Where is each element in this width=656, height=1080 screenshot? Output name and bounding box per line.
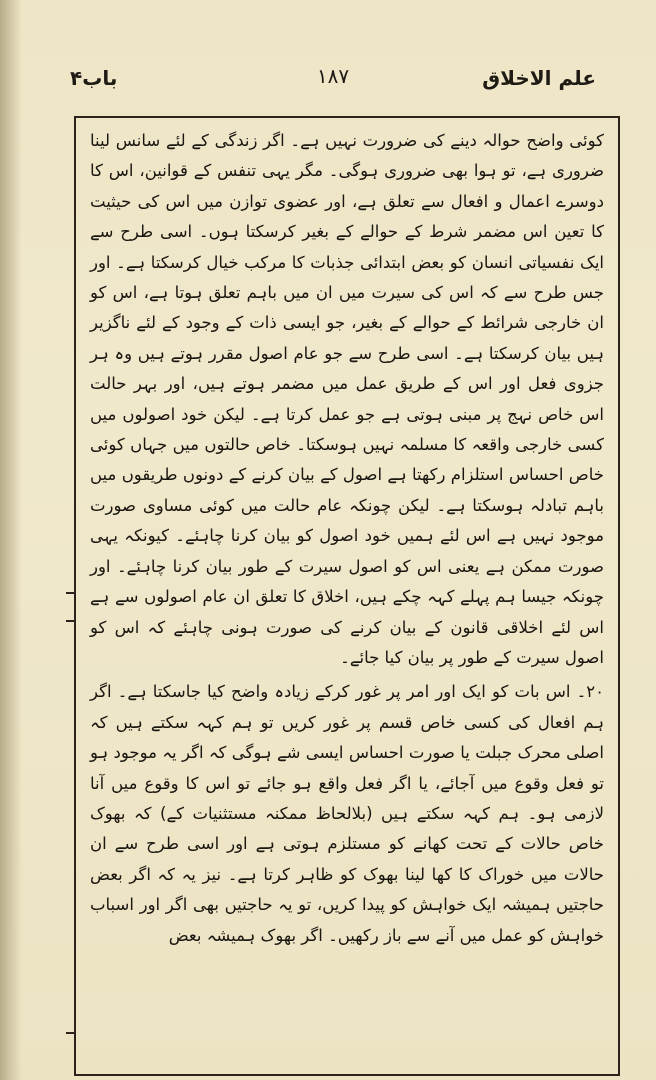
book-title: علم الاخلاق: [482, 66, 596, 90]
text-frame: [74, 116, 620, 1076]
paragraph: کوئی واضح حوالہ دینے کی ضرورت نہیں ہے۔ اگر زندگی کے لئے سانس لینا ضروری ہے، تو ہوا بھی ضروری ہوگی۔ مگر یہی تنفس کے قوانین، اس کا دوسرے اعمال و افعال سے تعلق ہے، اور عضوی توازن میں اس کی حیثیت کا تعین اس مضمر شرط کے حوالے کے بغیر کرسکتا ہوں۔ اسی طرح سے ایک نفسیاتی انسان کو بعض ابتدائی جذبات کا مرکب خیال کرسکتا ہے۔ اور جس طرح سے کہ اس کی سیرت میں ان میں باہم تعلق ہوتا ہے، اس کو ان خارجی شرائط کے حوالے کے بغیر، جو ایسی ذات کے وجود کے لئے ناگزیر ہیں بیان کرسکتا ہے۔ اسی طرح سے جو عام اصول مقرر ہوتے ہیں وہ ہر جزوی فعل اور اس کے طریق عمل میں مضمر ہوتے ہیں، اور بہر حالت اس خاص نہج پر مبنی ہوتی ہے جو عمل کرتا ہے۔ لیکن خود اصولوں میں کسی خارجی واقعہ کا مسلمہ نہیں ہوسکتا۔ خاص حالتوں میں جہاں کوئی خاص احساس استلزام رکھتا ہے اصول کے بیان کرنے کے دونوں طریقوں میں باہم تبادلہ ہوسکتا ہے۔ لیکن چونکہ عام حالت میں کوئی مساوی صورت موجود نہیں ہے اس لئے ہمیں خود اصول کو بیان کرنا چاہئے۔ کیونکہ یہی صورت ممکن ہے یعنی اس کو اصول سیرت کے طور بیان کرنا چاہئے۔ اور چونکہ جیسا ہم پہلے کہہ چکے ہیں، اخلاق کا تعلق ان عام اصولوں سے ہے اس لئے اخلاقی قانون کے بیان کرنے کی صورت ہونی چاہئے کہ اس کو اصول سیرت کے طور پر بیان کیا جائے۔: [90, 131, 604, 667]
chapter-label: باب۴: [70, 66, 118, 90]
body-text: [90, 126, 604, 951]
page-number: ۱۸۷: [316, 64, 350, 88]
paragraph: ۲۰۔ اس بات کو ایک اور امر پر غور کرکے زیادہ واضح کیا جاسکتا ہے۔ اگر ہم افعال کی کسی خاص قسم پر غور کریں تو ہم کہہ سکتے ہیں کہ اصلی محرک جبلت یا صورت احساس ایسی شے ہوگی کہ اگر یہ موجود ہو تو فعل وقوع میں آجائے، یا اگر فعل واقع ہو جائے تو اس کا وقوع میں آنا لازمی ہو۔ ہم کہہ سکتے ہیں (بلالحاظ ممکنہ مستثنیات کے) کہ بھوک خاص حالات کے تحت کھانے کو مستلزم ہوتی ہے اور اسی طرح سے ان حالات میں خوراک کا کھا لینا بھوک کو ظاہر کرتا ہے۔ نیز یہ کہ اگر بعض حاجتیں ہمیشہ ایک خواہش کو پیدا کریں، تو یہ حاجتیں بھی اگر اور اسباب خواہش کو عمل میں آنے سے باز رکھیں۔ اگر بھوک ہمیشہ بعض: [90, 682, 604, 945]
page-header: [70, 62, 596, 102]
